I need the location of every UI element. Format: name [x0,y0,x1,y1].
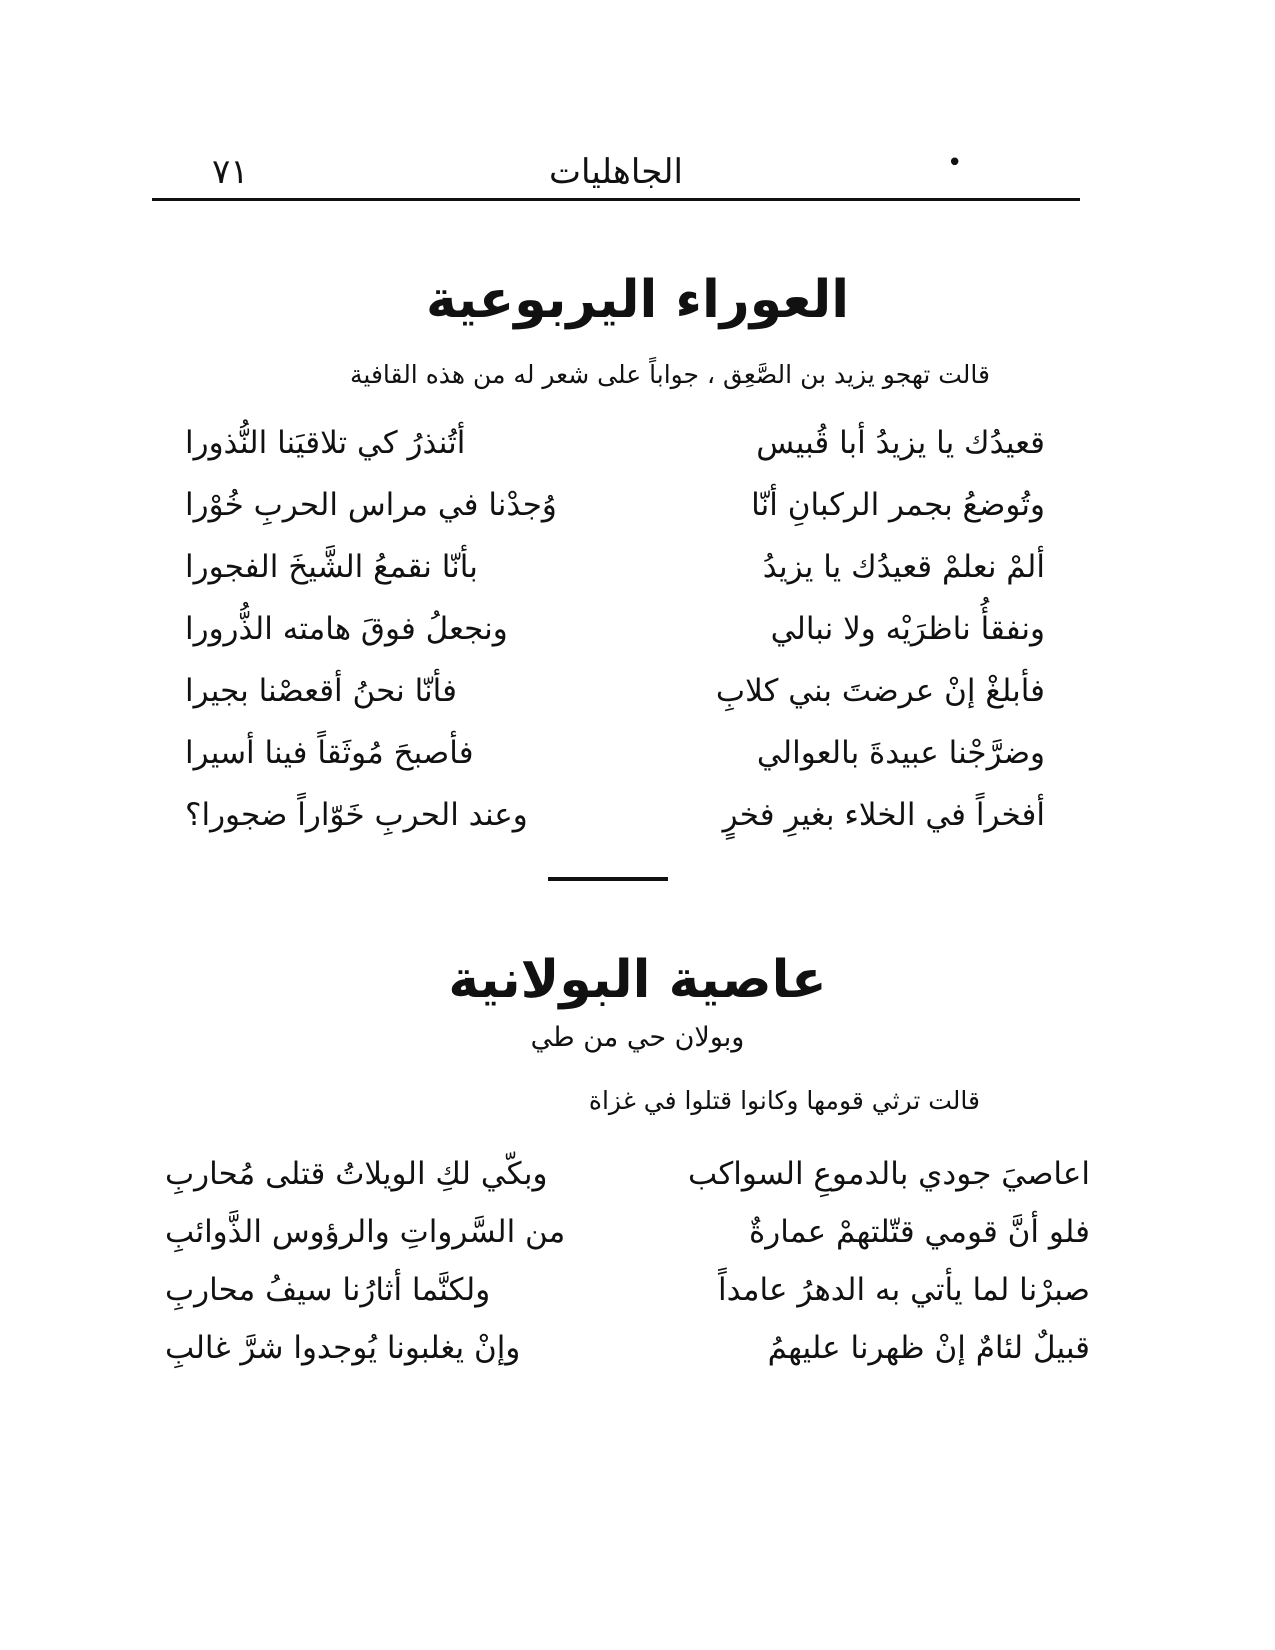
verse-second-hemistich: ولكنَّما أثارُنا سيفُ محاربِ [165,1272,491,1308]
verse-first-hemistich: فلو أنَّ قومي قتّلتهمْ عمارةٌ [749,1214,1090,1250]
verse-first-hemistich: وتُوضعُ بجمر الركبانِ أنّا [751,487,1045,523]
section-intro-2: قالت ترثي قومها وكانوا قتلوا في غزاة [588,1086,980,1115]
section-intro-1: قالت تهجو يزيد بن الصَّعِق ، جواباً على شعر له من هذه القافية [350,360,990,389]
verse [165,1145,1090,1203]
header-dot: • [947,148,963,178]
verse-first-hemistich: اعاصيَ جودي بالدموعِ السواكب [688,1156,1090,1192]
page-header [152,148,1080,201]
verse [165,1261,1090,1319]
verse-second-hemistich: وبكّي لكِ الويلاتُ قتلى مُحاربِ [165,1156,548,1192]
verse-second-hemistich: فأنّا نحنُ أقعصْنا بجيرا [185,673,457,709]
verse-first-hemistich: قعيدُك يا يزيدُ أبا قُبيس [756,425,1045,461]
verse [185,722,1045,784]
verse [165,1319,1090,1377]
verse [185,598,1045,660]
verse-second-hemistich: وُجدْنا في مراس الحربِ خُوْرا [185,487,557,523]
verse-first-hemistich: صبرْنا لما يأتي به الدهرُ عامداً [718,1272,1090,1308]
verse [185,536,1045,598]
section-title-1: العوراء اليربوعية [425,270,850,330]
verse-first-hemistich: فأبلغْ إنْ عرضتَ بني كلابِ [715,673,1045,709]
verse-second-hemistich: أتُنذرُ كي تلاقيَنا النُّذورا [185,425,466,461]
running-title: الجاهليات [549,152,683,192]
verse-second-hemistich: وإنْ يغلبونا يُوجدوا شرَّ غالبِ [165,1330,521,1366]
section-title-2: عاصية البولانية [448,950,827,1010]
verse [185,660,1045,722]
verse-second-hemistich: فأصبحَ مُوثَقاً فينا أسيرا [185,735,474,771]
section-divider [548,877,668,881]
verse-second-hemistich: من السَّرواتِ والرؤوس الذَّوائبِ [165,1214,566,1250]
section-subtitle-2: وبولان حي من طي [530,1022,745,1053]
verse-second-hemistich: ونجعلُ فوقَ هامته الذُّرورا [185,611,508,647]
verse-first-hemistich: ونفقأُ ناظرَيْه ولا نبالي [770,611,1045,647]
verse-first-hemistich: أفخراً في الخلاء بغيرِ فخرٍ [722,797,1045,833]
verse [185,784,1045,846]
page-number: ٧١ [212,152,249,192]
verse-first-hemistich: ألمْ نعلمْ قعيدُك يا يزيدُ [762,549,1045,585]
verse [185,412,1045,474]
verse-second-hemistich: وعند الحربِ خَوّاراً ضجورا؟ [185,797,528,833]
verse-first-hemistich: قبيلٌ لئامٌ إنْ ظهرنا عليهمُ [767,1330,1090,1366]
poem-1 [185,412,1045,846]
verse [165,1203,1090,1261]
verse [185,474,1045,536]
verse-second-hemistich: بأنّا نقمعُ الشَّيخَ الفجورا [185,549,478,585]
verse-first-hemistich: وضرَّجْنا عبيدةَ بالعوالي [756,735,1045,771]
poem-2 [165,1145,1090,1377]
